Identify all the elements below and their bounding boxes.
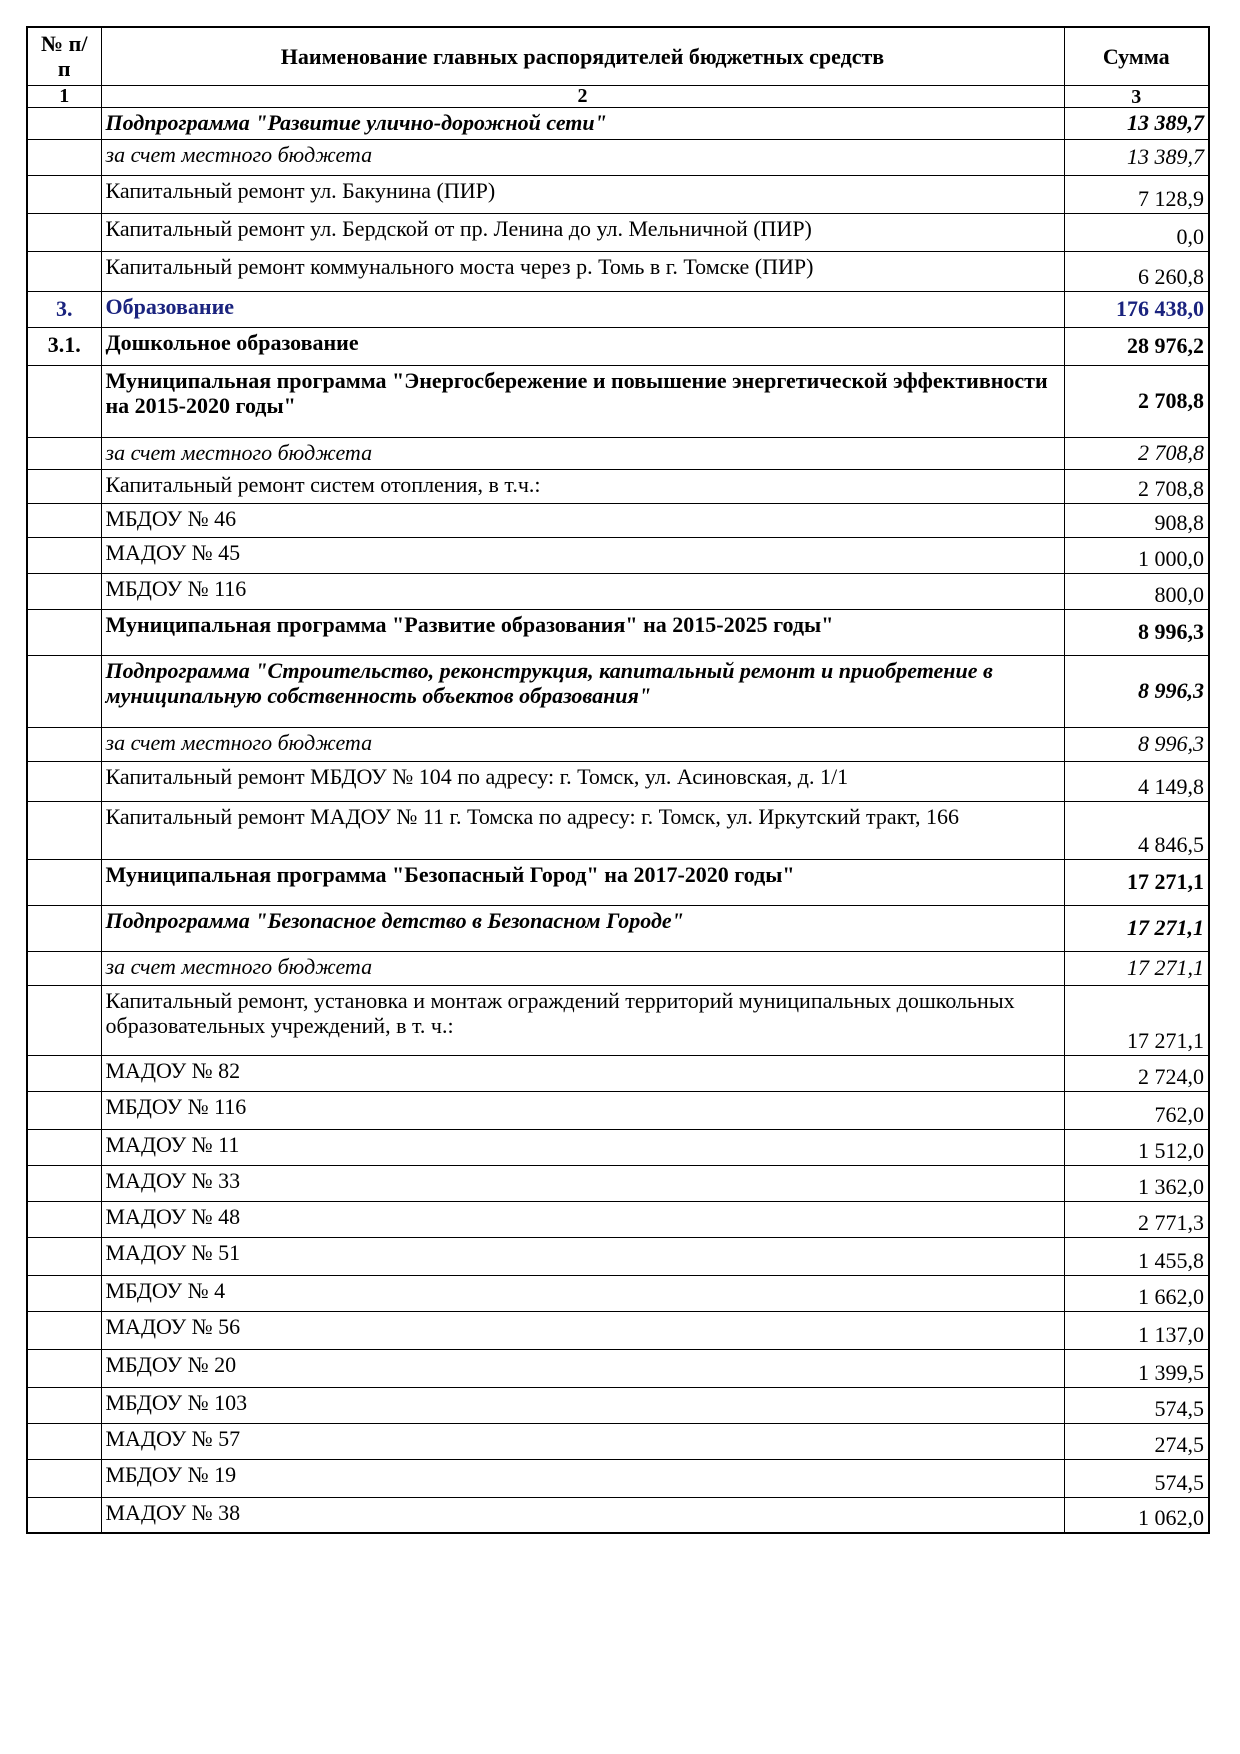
index-2: 2 bbox=[101, 85, 1064, 107]
table-row bbox=[27, 1349, 1209, 1387]
index-1: 1 bbox=[27, 85, 101, 107]
row-sum: 176 438,0 bbox=[1064, 291, 1209, 327]
row-sum: 4 846,5 bbox=[1064, 801, 1209, 859]
table-row bbox=[27, 761, 1209, 801]
table-row bbox=[27, 107, 1209, 139]
table-row bbox=[27, 139, 1209, 175]
row-number bbox=[27, 1237, 101, 1275]
row-number bbox=[27, 139, 101, 175]
row-sum: 13 389,7 bbox=[1064, 107, 1209, 139]
row-name: МБДОУ № 4 bbox=[101, 1275, 1064, 1311]
row-number bbox=[27, 985, 101, 1055]
table-row bbox=[27, 609, 1209, 655]
row-sum: 762,0 bbox=[1064, 1091, 1209, 1129]
row-sum: 1 000,0 bbox=[1064, 537, 1209, 573]
row-number: 3.1. bbox=[27, 327, 101, 365]
table-row bbox=[27, 1237, 1209, 1275]
row-name: МБДОУ № 103 bbox=[101, 1387, 1064, 1423]
row-number bbox=[27, 655, 101, 727]
row-name: МБДОУ № 20 bbox=[101, 1349, 1064, 1387]
row-number bbox=[27, 1311, 101, 1349]
table-row bbox=[27, 985, 1209, 1055]
table-row bbox=[27, 655, 1209, 727]
table-row bbox=[27, 469, 1209, 503]
row-sum: 13 389,7 bbox=[1064, 139, 1209, 175]
row-number bbox=[27, 761, 101, 801]
table-row bbox=[27, 905, 1209, 951]
table-row bbox=[27, 1311, 1209, 1349]
row-sum: 1 455,8 bbox=[1064, 1237, 1209, 1275]
row-name: Муниципальная программа "Энергосбережение и повышение энергетической эффективности на 2015-2020 годы" bbox=[101, 365, 1064, 437]
row-name: Муниципальная программа "Безопасный Город" на 2017-2020 годы" bbox=[101, 859, 1064, 905]
row-name: Капитальный ремонт коммунального моста через р. Томь в г. Томске (ПИР) bbox=[101, 251, 1064, 291]
table-row bbox=[27, 537, 1209, 573]
row-number bbox=[27, 801, 101, 859]
row-sum: 908,8 bbox=[1064, 503, 1209, 537]
row-name: МАДОУ № 33 bbox=[101, 1165, 1064, 1201]
table-row bbox=[27, 503, 1209, 537]
row-sum: 574,5 bbox=[1064, 1387, 1209, 1423]
row-sum: 8 996,3 bbox=[1064, 655, 1209, 727]
header-sum: Сумма bbox=[1064, 27, 1209, 85]
row-name: МБДОУ № 116 bbox=[101, 1091, 1064, 1129]
row-name: Подпрограмма "Безопасное детство в Безопасном Городе" bbox=[101, 905, 1064, 951]
row-name: за счет местного бюджета bbox=[101, 727, 1064, 761]
row-sum: 17 271,1 bbox=[1064, 985, 1209, 1055]
row-name: Муниципальная программа "Развитие образования" на 2015-2025 годы" bbox=[101, 609, 1064, 655]
budget-table bbox=[26, 26, 1210, 1534]
row-sum: 1 662,0 bbox=[1064, 1275, 1209, 1311]
table-row bbox=[27, 437, 1209, 469]
row-number bbox=[27, 175, 101, 213]
row-number bbox=[27, 1423, 101, 1459]
table-row bbox=[27, 251, 1209, 291]
row-number bbox=[27, 1387, 101, 1423]
row-name: МБДОУ № 46 bbox=[101, 503, 1064, 537]
row-sum: 7 128,9 bbox=[1064, 175, 1209, 213]
row-name: МАДОУ № 38 bbox=[101, 1497, 1064, 1533]
row-sum: 1 062,0 bbox=[1064, 1497, 1209, 1533]
row-number bbox=[27, 1201, 101, 1237]
row-number bbox=[27, 251, 101, 291]
row-name: МАДОУ № 45 bbox=[101, 537, 1064, 573]
row-name: Капитальный ремонт МБДОУ № 104 по адресу: г. Томск, ул. Асиновская, д. 1/1 bbox=[101, 761, 1064, 801]
table-row bbox=[27, 1497, 1209, 1533]
table-row bbox=[27, 1129, 1209, 1165]
table-row bbox=[27, 365, 1209, 437]
row-number bbox=[27, 573, 101, 609]
row-name: Дошкольное образование bbox=[101, 327, 1064, 365]
row-number bbox=[27, 1459, 101, 1497]
row-sum: 2 724,0 bbox=[1064, 1055, 1209, 1091]
row-name: Капитальный ремонт МАДОУ № 11 г. Томска по адресу: г. Томск, ул. Иркутский тракт, 166 bbox=[101, 801, 1064, 859]
row-sum: 17 271,1 bbox=[1064, 859, 1209, 905]
row-number bbox=[27, 213, 101, 251]
row-name: МБДОУ № 19 bbox=[101, 1459, 1064, 1497]
row-sum: 274,5 bbox=[1064, 1423, 1209, 1459]
table-row bbox=[27, 1387, 1209, 1423]
row-name: МАДОУ № 57 bbox=[101, 1423, 1064, 1459]
table-row bbox=[27, 175, 1209, 213]
row-sum: 8 996,3 bbox=[1064, 609, 1209, 655]
row-sum: 2 771,3 bbox=[1064, 1201, 1209, 1237]
row-number bbox=[27, 365, 101, 437]
row-sum: 17 271,1 bbox=[1064, 951, 1209, 985]
row-name: за счет местного бюджета bbox=[101, 139, 1064, 175]
table-row bbox=[27, 1275, 1209, 1311]
header-number: № п/п bbox=[27, 27, 101, 85]
index-3: 3 bbox=[1064, 85, 1209, 107]
table-row bbox=[27, 1459, 1209, 1497]
row-number bbox=[27, 727, 101, 761]
row-sum: 800,0 bbox=[1064, 573, 1209, 609]
row-number bbox=[27, 503, 101, 537]
row-sum: 28 976,2 bbox=[1064, 327, 1209, 365]
table-row bbox=[27, 727, 1209, 761]
row-sum: 17 271,1 bbox=[1064, 905, 1209, 951]
row-name: Образование bbox=[101, 291, 1064, 327]
table-row bbox=[27, 951, 1209, 985]
row-name: за счет местного бюджета bbox=[101, 437, 1064, 469]
row-number bbox=[27, 905, 101, 951]
table-row bbox=[27, 327, 1209, 365]
row-name: МАДОУ № 56 bbox=[101, 1311, 1064, 1349]
row-number bbox=[27, 1091, 101, 1129]
row-number: 3. bbox=[27, 291, 101, 327]
row-sum: 2 708,8 bbox=[1064, 365, 1209, 437]
row-number bbox=[27, 437, 101, 469]
row-number bbox=[27, 1497, 101, 1533]
row-number bbox=[27, 469, 101, 503]
row-name: Капитальный ремонт ул. Бердской от пр. Ленина до ул. Мельничной (ПИР) bbox=[101, 213, 1064, 251]
table-row bbox=[27, 573, 1209, 609]
row-sum: 2 708,8 bbox=[1064, 469, 1209, 503]
row-name: МБДОУ № 116 bbox=[101, 573, 1064, 609]
row-name: МАДОУ № 11 bbox=[101, 1129, 1064, 1165]
row-name: Капитальный ремонт, установка и монтаж ограждений территорий муниципальных дошкольных образовательных учреждений, в т. ч.: bbox=[101, 985, 1064, 1055]
row-name: за счет местного бюджета bbox=[101, 951, 1064, 985]
table-row bbox=[27, 1091, 1209, 1129]
table-index-row bbox=[27, 85, 1209, 107]
row-sum: 0,0 bbox=[1064, 213, 1209, 251]
table-row bbox=[27, 859, 1209, 905]
table-row bbox=[27, 1055, 1209, 1091]
row-sum: 6 260,8 bbox=[1064, 251, 1209, 291]
row-sum: 2 708,8 bbox=[1064, 437, 1209, 469]
table-row bbox=[27, 1201, 1209, 1237]
row-sum: 1 399,5 bbox=[1064, 1349, 1209, 1387]
row-sum: 8 996,3 bbox=[1064, 727, 1209, 761]
table-row bbox=[27, 1423, 1209, 1459]
budget-table-page bbox=[26, 26, 1208, 1534]
row-number bbox=[27, 1275, 101, 1311]
row-number bbox=[27, 537, 101, 573]
row-name: Капитальный ремонт систем отопления, в т.ч.: bbox=[101, 469, 1064, 503]
row-sum: 1 512,0 bbox=[1064, 1129, 1209, 1165]
row-number bbox=[27, 1129, 101, 1165]
row-number bbox=[27, 1349, 101, 1387]
header-name: Наименование главных распорядителей бюджетных средств bbox=[101, 27, 1064, 85]
row-number bbox=[27, 951, 101, 985]
row-sum: 574,5 bbox=[1064, 1459, 1209, 1497]
table-row bbox=[27, 291, 1209, 327]
row-sum: 1 137,0 bbox=[1064, 1311, 1209, 1349]
row-name: Подпрограмма "Строительство, реконструкция, капитальный ремонт и приобретение в муниципальную собственность объектов образования" bbox=[101, 655, 1064, 727]
table-header-row bbox=[27, 27, 1209, 85]
row-name: МАДОУ № 48 bbox=[101, 1201, 1064, 1237]
row-number bbox=[27, 107, 101, 139]
row-sum: 1 362,0 bbox=[1064, 1165, 1209, 1201]
row-number bbox=[27, 1165, 101, 1201]
table-row bbox=[27, 1165, 1209, 1201]
table-body bbox=[27, 107, 1209, 1533]
row-name: МАДОУ № 51 bbox=[101, 1237, 1064, 1275]
table-row bbox=[27, 213, 1209, 251]
row-number bbox=[27, 609, 101, 655]
row-number bbox=[27, 859, 101, 905]
row-sum: 4 149,8 bbox=[1064, 761, 1209, 801]
row-name: Подпрограмма "Развитие улично-дорожной сети" bbox=[101, 107, 1064, 139]
row-name: МАДОУ № 82 bbox=[101, 1055, 1064, 1091]
row-number bbox=[27, 1055, 101, 1091]
table-row bbox=[27, 801, 1209, 859]
row-name: Капитальный ремонт ул. Бакунина (ПИР) bbox=[101, 175, 1064, 213]
